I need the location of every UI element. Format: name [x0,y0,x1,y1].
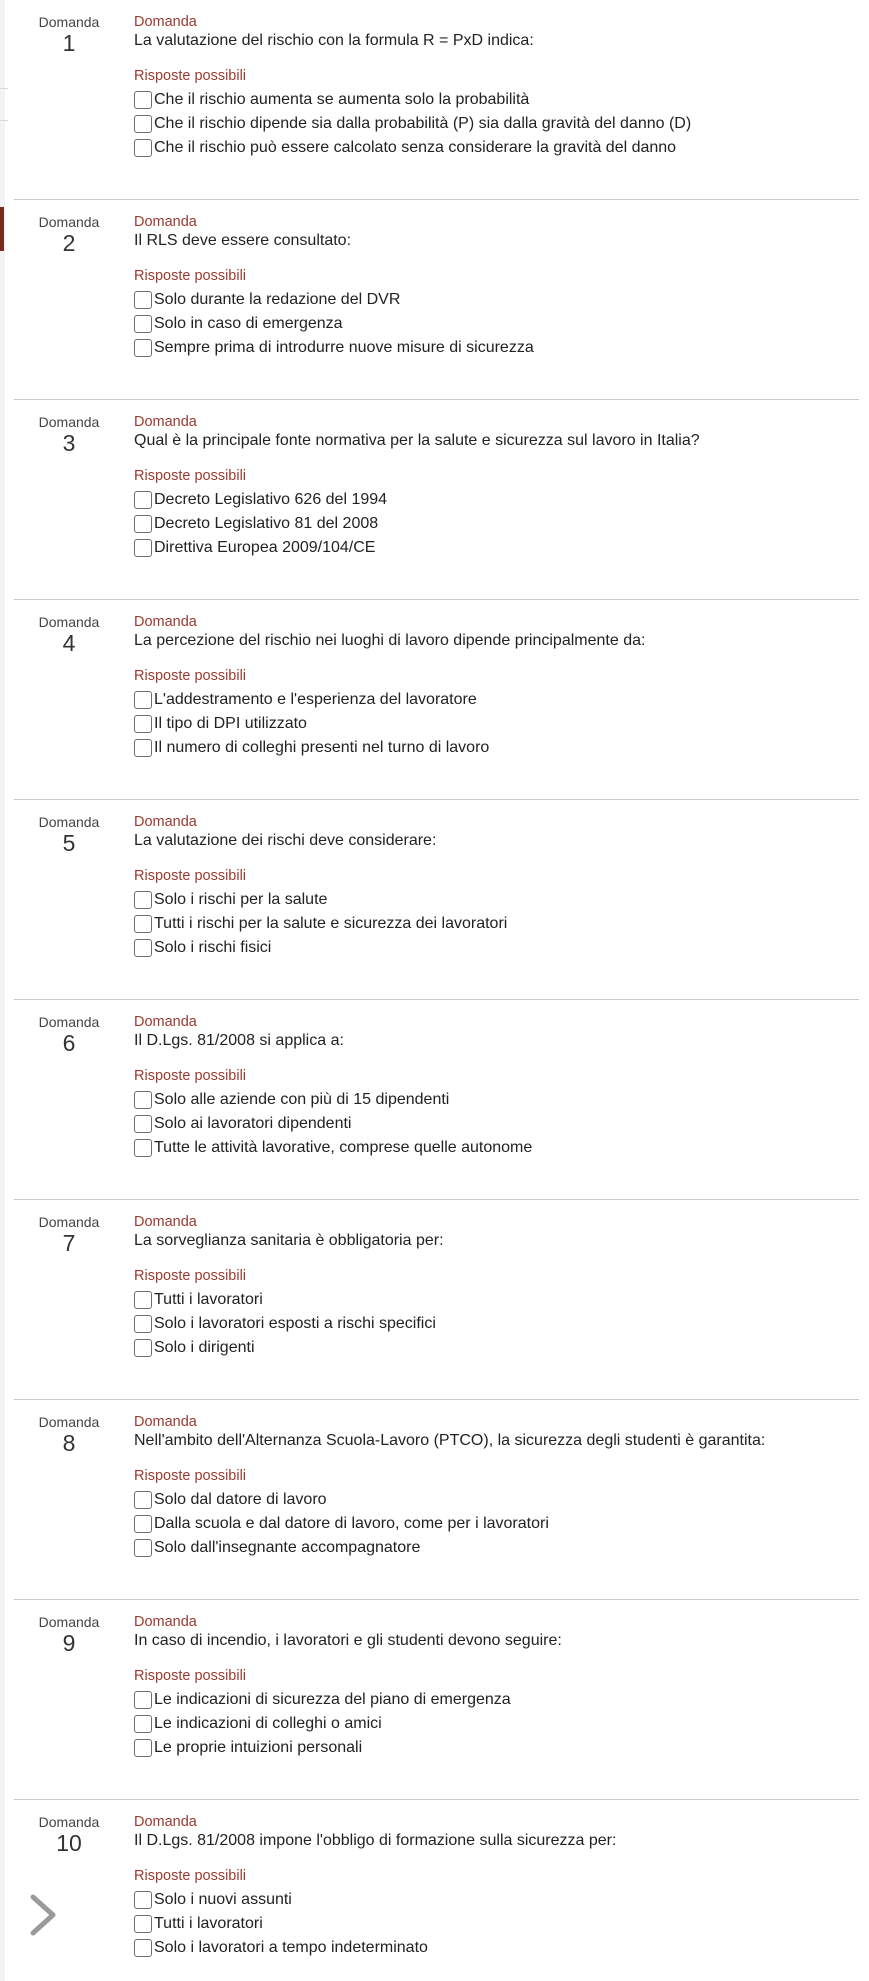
answer-option[interactable] [134,1912,859,1936]
question-number-block [14,814,124,855]
question-number-block [14,414,124,455]
answer-text: Che il rischio può essere calcolato senza considerare la gravità del danno [154,139,677,156]
question-text: La valutazione del rischio con la formula R = PxD indica: [134,32,534,49]
answer-option[interactable] [134,688,859,712]
answers-label: Risposte possibili [134,468,247,484]
answer-option[interactable] [134,1088,859,1112]
question-number-block [14,14,124,55]
checkbox-unchecked-icon[interactable] [134,1291,152,1309]
answer-text: Tutti i lavoratori [154,1291,263,1308]
answer-text: Tutte le attività lavorative, comprese quelle autonome [154,1139,533,1156]
question-2 [14,200,859,400]
checkbox-unchecked-icon[interactable] [134,1091,152,1109]
answer-option[interactable] [134,1688,859,1712]
question-label: Domanda [134,1414,197,1430]
checkbox-unchecked-icon[interactable] [134,1515,152,1533]
question-body [134,214,859,360]
question-text: La sorveglianza sanitaria è obbligatoria per: [134,1232,444,1249]
question-8 [14,1400,859,1600]
checkbox-unchecked-icon[interactable] [134,1715,152,1733]
answer-option[interactable] [134,488,859,512]
answer-text: Tutti i lavoratori [154,1915,263,1932]
answer-option[interactable] [134,1336,859,1360]
answer-option[interactable] [134,288,859,312]
question-number-label: Domanda [38,614,100,630]
answer-text: Le proprie intuizioni personali [154,1739,363,1756]
answer-text: Decreto Legislativo 81 del 2008 [154,515,379,532]
answer-list [134,1688,859,1760]
question-number-block [14,1214,124,1255]
checkbox-unchecked-icon[interactable] [134,915,152,933]
question-number-block [14,1414,124,1455]
question-text: La percezione del rischio nei luoghi di lavoro dipende principalmente da: [134,632,646,649]
answer-option[interactable] [134,1112,859,1136]
question-7 [14,1200,859,1400]
answer-text: Solo dall'insegnante accompagnatore [154,1539,421,1556]
question-label: Domanda [134,214,197,230]
question-number: 5 [62,830,76,856]
question-3 [14,400,859,600]
question-label: Domanda [134,1614,197,1630]
checkbox-unchecked-icon[interactable] [134,491,152,509]
answer-text: L'addestramento e l'esperienza del lavoratore [154,691,477,708]
answer-option[interactable] [134,512,859,536]
answer-text: Dalla scuola e dal datore di lavoro, come per i lavoratori [154,1515,549,1532]
question-number: 3 [62,430,76,456]
checkbox-unchecked-icon[interactable] [134,1139,152,1157]
question-text: Qual è la principale fonte normativa per la salute e sicurezza sul lavoro in Italia? [134,432,700,449]
answer-list [134,288,859,360]
answer-text: Solo i lavoratori esposti a rischi specifici [154,1315,436,1332]
answer-option[interactable] [134,1536,859,1560]
checkbox-unchecked-icon[interactable] [134,1115,152,1133]
quiz-question-list [14,0,859,1981]
answers-label: Risposte possibili [134,868,247,884]
question-body [134,1414,859,1560]
answer-text: Solo ai lavoratori dipendenti [154,1115,352,1132]
question-body [134,1614,859,1760]
question-number: 6 [62,1030,76,1056]
question-text: In caso di incendio, i lavoratori e gli studenti devono seguire: [134,1632,562,1649]
checkbox-unchecked-icon[interactable] [134,515,152,533]
answer-text: Le indicazioni di colleghi o amici [154,1715,382,1732]
question-number: 8 [62,1430,76,1456]
answer-text: Che il rischio aumenta se aumenta solo la probabilità [154,91,530,108]
checkbox-unchecked-icon[interactable] [134,1339,152,1357]
question-text: Nell'ambito dell'Alternanza Scuola-Lavoro (PTCO), la sicurezza degli studenti è garantita: [134,1432,766,1449]
question-text: Il RLS deve essere consultato: [134,232,352,249]
question-number-label: Domanda [38,14,100,30]
checkbox-unchecked-icon[interactable] [134,691,152,709]
answer-option[interactable] [134,1312,859,1336]
answer-text: Il numero di colleghi presenti nel turno di lavoro [154,739,490,756]
question-number-label: Domanda [38,1414,100,1430]
left-sidebar-active-marker [0,207,4,251]
answers-label: Risposte possibili [134,668,247,684]
question-number: 1 [62,30,76,56]
question-label: Domanda [134,814,197,830]
checkbox-unchecked-icon[interactable] [134,739,152,757]
checkbox-unchecked-icon[interactable] [134,1491,152,1509]
question-number: 10 [56,1830,82,1856]
question-number-block [14,614,124,655]
checkbox-unchecked-icon[interactable] [134,139,152,157]
answer-text: Direttiva Europea 2009/104/CE [154,539,376,556]
answer-list [134,888,859,960]
question-number-label: Domanda [38,414,100,430]
left-sidebar-edge [0,0,5,1981]
answer-text: Le indicazioni di sicurezza del piano di emergenza [154,1691,511,1708]
question-number-label: Domanda [38,1014,100,1030]
answer-list [134,1088,859,1160]
question-label: Domanda [134,1214,197,1230]
answer-text: Solo dal datore di lavoro [154,1491,327,1508]
question-body [134,1014,859,1160]
checkbox-unchecked-icon[interactable] [134,1891,152,1909]
answers-label: Risposte possibili [134,68,247,84]
question-9 [14,1600,859,1800]
checkbox-unchecked-icon[interactable] [134,891,152,909]
answer-option[interactable] [134,1736,859,1760]
question-number-block [14,1014,124,1055]
answer-list [134,1888,859,1960]
question-body [134,14,859,160]
question-number: 9 [62,1630,76,1656]
next-chevron-button[interactable] [28,1893,58,1937]
answer-option[interactable] [134,1136,859,1160]
checkbox-unchecked-icon[interactable] [134,115,152,133]
question-number-label: Domanda [38,1214,100,1230]
question-number-label: Domanda [38,214,100,230]
question-5 [14,800,859,1000]
answer-option[interactable] [134,88,859,112]
question-4 [14,600,859,800]
answer-text: Solo i lavoratori a tempo indeterminato [154,1939,428,1956]
answer-option[interactable] [134,912,859,936]
question-body [134,814,859,960]
question-body [134,414,859,560]
checkbox-unchecked-icon[interactable] [134,291,152,309]
answer-text: Solo i rischi per la salute [154,891,328,908]
answer-text: Solo in caso di emergenza [154,315,343,332]
chevron-right-icon [28,1893,58,1937]
question-label: Domanda [134,1014,197,1030]
answer-option[interactable] [134,1488,859,1512]
checkbox-unchecked-icon[interactable] [134,715,152,733]
checkbox-unchecked-icon[interactable] [134,1691,152,1709]
checkbox-unchecked-icon[interactable] [134,315,152,333]
question-number: 2 [62,230,76,256]
answer-option[interactable] [134,336,859,360]
question-text: Il D.Lgs. 81/2008 si applica a: [134,1032,344,1049]
answer-option[interactable] [134,712,859,736]
answer-list [134,488,859,560]
question-number-label: Domanda [38,1614,100,1630]
answer-option[interactable] [134,1288,859,1312]
answer-option[interactable] [134,312,859,336]
checkbox-unchecked-icon[interactable] [134,1739,152,1757]
question-number-block [14,214,124,255]
checkbox-unchecked-icon[interactable] [134,339,152,357]
answer-option[interactable] [134,736,859,760]
answer-text: Solo durante la redazione del DVR [154,291,401,308]
answer-text: Solo alle aziende con più di 15 dipendenti [154,1091,450,1108]
checkbox-unchecked-icon[interactable] [134,1539,152,1557]
question-number-block [14,1814,124,1855]
answers-label: Risposte possibili [134,268,247,284]
answers-label: Risposte possibili [134,1868,247,1884]
answer-text: Solo i nuovi assunti [154,1891,292,1908]
question-label: Domanda [134,1814,197,1830]
checkbox-unchecked-icon[interactable] [134,1315,152,1333]
checkbox-unchecked-icon[interactable] [134,539,152,557]
question-number-block [14,1614,124,1655]
answer-option[interactable] [134,112,859,136]
answer-option[interactable] [134,1888,859,1912]
answer-text: Sempre prima di introdurre nuove misure di sicurezza [154,339,534,356]
answer-text: Solo i dirigenti [154,1339,255,1356]
question-number-label: Domanda [38,814,100,830]
question-label: Domanda [134,614,197,630]
answer-list [134,688,859,760]
answer-text: Il tipo di DPI utilizzato [154,715,307,732]
answer-option[interactable] [134,1712,859,1736]
left-sidebar-divider [0,88,8,89]
answer-text: Decreto Legislativo 626 del 1994 [154,491,388,508]
checkbox-unchecked-icon[interactable] [134,1939,152,1957]
answer-option[interactable] [134,936,859,960]
answers-label: Risposte possibili [134,1468,247,1484]
answers-label: Risposte possibili [134,1268,247,1284]
question-1 [14,0,859,200]
answer-text: Solo i rischi fisici [154,939,272,956]
answer-option[interactable] [134,536,859,560]
answer-text: Che il rischio dipende sia dalla probabilità (P) sia dalla gravità del danno (D) [154,115,692,132]
question-number: 4 [62,630,76,656]
checkbox-unchecked-icon[interactable] [134,1915,152,1933]
answer-list [134,88,859,160]
question-label: Domanda [134,414,197,430]
left-sidebar-divider [0,120,8,121]
question-10 [14,1800,859,1981]
answers-label: Risposte possibili [134,1068,247,1084]
answers-label: Risposte possibili [134,1668,247,1684]
question-body [134,1214,859,1360]
checkbox-unchecked-icon[interactable] [134,91,152,109]
question-body [134,1814,859,1960]
question-number: 7 [62,1230,76,1256]
checkbox-unchecked-icon[interactable] [134,939,152,957]
question-body [134,614,859,760]
answer-list [134,1288,859,1360]
question-number-label: Domanda [38,1814,100,1830]
answer-text: Tutti i rischi per la salute e sicurezza dei lavoratori [154,915,508,932]
answer-option[interactable] [134,888,859,912]
question-text: Il D.Lgs. 81/2008 impone l'obbligo di formazione sulla sicurezza per: [134,1832,617,1849]
answer-option[interactable] [134,1512,859,1536]
question-text: La valutazione dei rischi deve considerare: [134,832,437,849]
answer-list [134,1488,859,1560]
answer-option[interactable] [134,1936,859,1960]
answer-option[interactable] [134,136,859,160]
question-label: Domanda [134,14,197,30]
question-6 [14,1000,859,1200]
